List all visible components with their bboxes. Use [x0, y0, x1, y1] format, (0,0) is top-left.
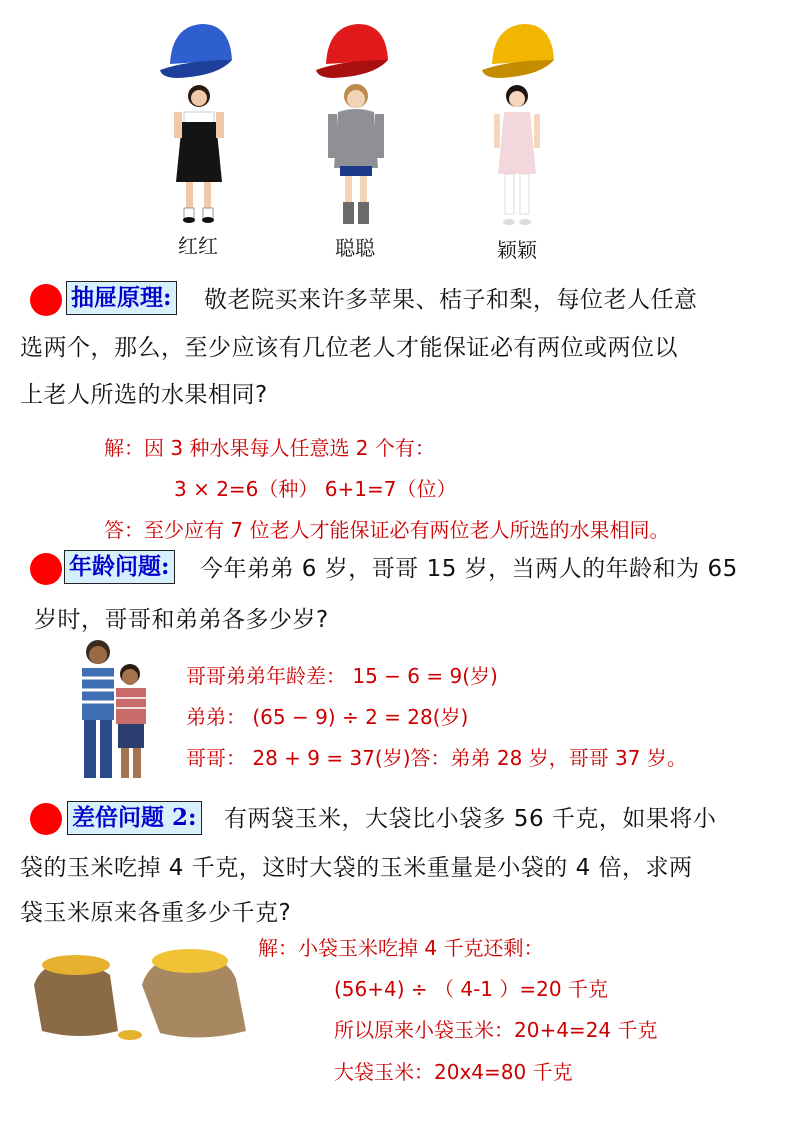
corn-sacks-image [30, 945, 252, 1049]
problem-1-heading: 抽屉原理: [66, 281, 177, 315]
two-boys-image [74, 638, 154, 788]
problem-1-question-line: 选两个，那么，至少应该有几位老人才能保证必有两位或两位以 [20, 335, 678, 361]
bullet-dot [30, 284, 62, 316]
name-congcong: 聪聪 [335, 236, 375, 260]
name-honghong: 红红 [178, 234, 218, 258]
bullet-dot [30, 803, 62, 835]
problem-3-question-line: 袋的玉米吃掉 4 千克，这时大袋的玉米重量是小袋的 4 倍，求两 [20, 855, 693, 881]
problem-3-solution-line: 解：小袋玉米吃掉 4 千克还剩： [258, 936, 544, 960]
problem-3-solution-line: (56+4) ÷ （ 4-1 ）=20 千克 [334, 977, 608, 1001]
girl-honghong-image [170, 82, 228, 228]
problem-3-question-line: 袋玉米原来各重多少千克? [20, 900, 292, 926]
yellow-cap-image [480, 20, 560, 84]
girl-congcong-image [326, 82, 386, 232]
problem-1-question-line: 上老人所选的水果相同? [20, 382, 268, 408]
problem-1-answer-line: 答：至少应有 7 位老人才能保证必有两位老人所选的水果相同。 [104, 518, 670, 542]
blue-cap-image [158, 20, 238, 84]
problem-2-question-line: 岁时，哥哥和弟弟各多少岁? [34, 607, 329, 633]
problem-3-solution-line: 所以原来小袋玉米：20+4=24 千克 [334, 1018, 658, 1042]
problem-3-question-line: 有两袋玉米，大袋比小袋多 56 千克，如果将小 [224, 806, 717, 832]
problem-1-solution-line: 解：因 3 种水果每人任意选 2 个有： [104, 436, 435, 460]
girl-yingying-image [492, 82, 542, 234]
problem-2-solution-line: 弟弟： (65 − 9) ÷ 2 = 28(岁) [186, 705, 469, 729]
red-cap-image [314, 20, 394, 84]
name-yingying: 颖颖 [497, 238, 537, 262]
problem-3-heading: 差倍问题 2: [67, 801, 202, 835]
bullet-dot [30, 553, 62, 585]
problem-2-heading: 年龄问题: [64, 550, 175, 584]
problem-2-answer-line: 哥哥： 28 + 9 = 37(岁)答：弟弟 28 岁，哥哥 37 岁。 [186, 746, 687, 770]
problem-1-solution-line: 3 × 2=6（种） 6+1=7（位） [174, 477, 457, 501]
problem-2-solution-line: 哥哥弟弟年龄差： 15 − 6 = 9(岁) [186, 664, 498, 688]
problem-3-solution-line: 大袋玉米：20x4=80 千克 [334, 1060, 573, 1084]
problem-2-question-line: 今年弟弟 6 岁，哥哥 15 岁，当两人的年龄和为 65 [200, 556, 738, 582]
problem-1-question-line: 敬老院买来许多苹果、桔子和梨，每位老人任意 [204, 287, 698, 313]
